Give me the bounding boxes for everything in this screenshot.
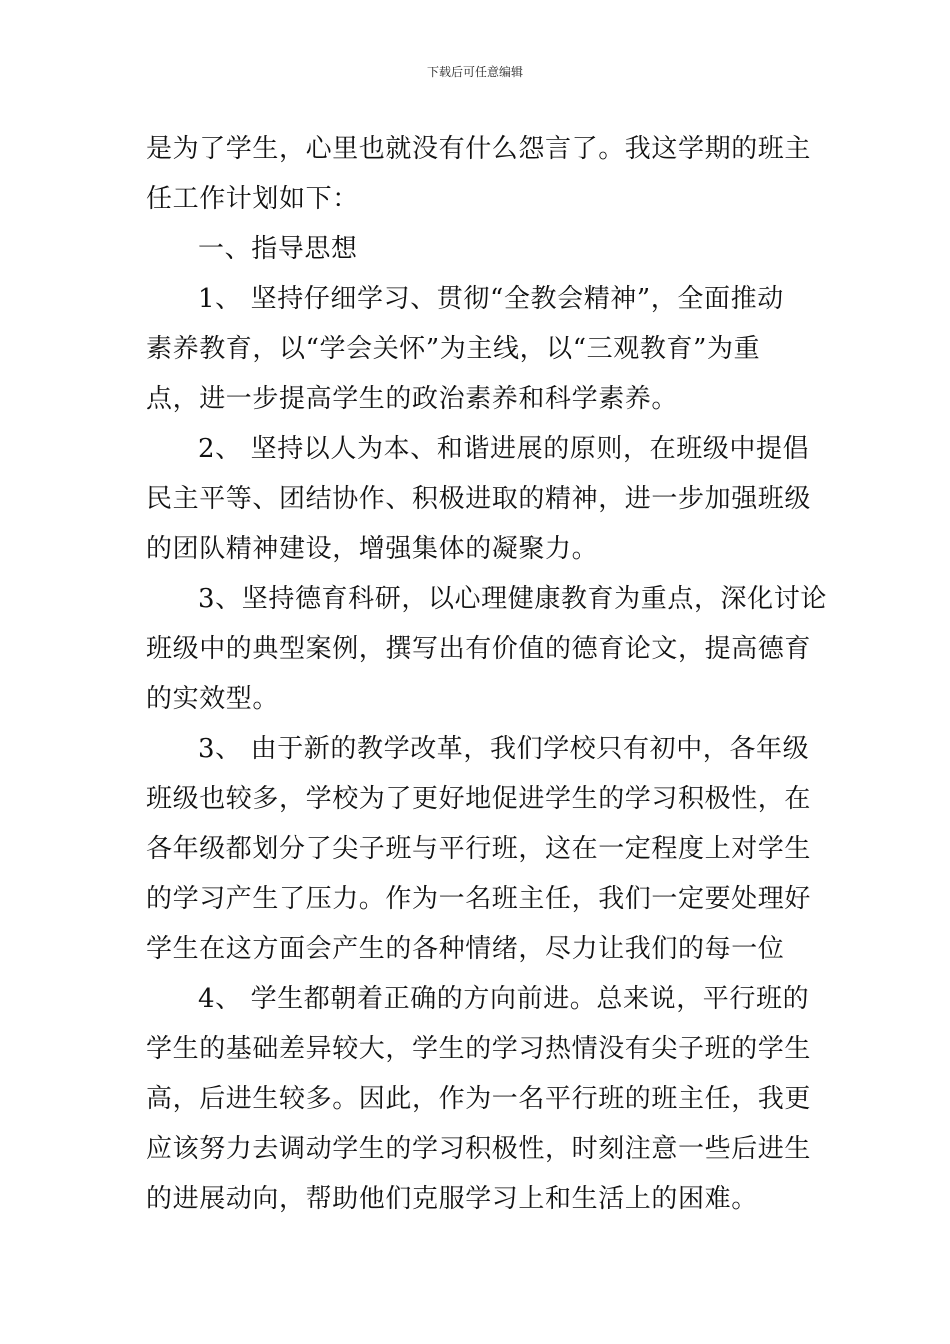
document-body	[146, 124, 827, 1224]
text-line: 的团队精神建设，增强集体的凝聚力。	[146, 534, 599, 564]
text-line: 点，进一步提高学生的政治素养和科学素养。	[146, 384, 679, 414]
page-header-note: 下载后可任意编辑	[426, 65, 523, 79]
text-line: 1、 坚持仔细学习、贯彻“全教会精神”，全面推动	[198, 284, 784, 314]
text-line: 4、 学生都朝着正确的方向前进。总来说，平行班的	[198, 984, 810, 1014]
text-line: 任工作计划如下：	[146, 184, 359, 214]
text-line: 应该努力去调动学生的学习积极性，时刻注意一些后进生	[146, 1134, 812, 1164]
text-line: 的进展动向，帮助他们克服学习上和生活上的困难。	[146, 1184, 758, 1214]
text-line: 3、坚持德育科研，以心理健康教育为重点，深化讨论	[198, 584, 827, 614]
text-line: 民主平等、团结协作、积极进取的精神，进一步加强班级	[146, 484, 812, 514]
text-line: 2、 坚持以人为本、和谐进展的原则，在班级中提倡	[198, 434, 810, 464]
text-line: 学生的基础差异较大，学生的学习热情没有尖子班的学生	[146, 1034, 812, 1064]
text-line: 学生在这方面会产生的各种情绪，尽力让我们的每一位	[146, 934, 785, 964]
text-line: 班级中的典型案例，撰写出有价值的德育论文，提高德育	[146, 634, 812, 664]
text-line: 各年级都划分了尖子班与平行班，这在一定程度上对学生	[146, 834, 812, 864]
text-line: 素养教育，以“学会关怀”为主线，以“三观教育”为重	[146, 334, 761, 364]
text-line: 是为了学生，心里也就没有什么怨言了。我这学期的班主	[146, 134, 812, 164]
text-line: 的实效型。	[146, 684, 280, 714]
text-line: 的学习产生了压力。作为一名班主任，我们一定要处理好	[146, 884, 812, 914]
text-line: 班级也较多，学校为了更好地促进学生的学习积极性，在	[146, 784, 812, 814]
text-line: 3、 由于新的教学改革，我们学校只有初中，各年级	[198, 734, 810, 764]
text-line: 高，后进生较多。因此，作为一名平行班的班主任，我更	[146, 1084, 812, 1114]
section-heading: 一、指导思想	[198, 234, 358, 264]
